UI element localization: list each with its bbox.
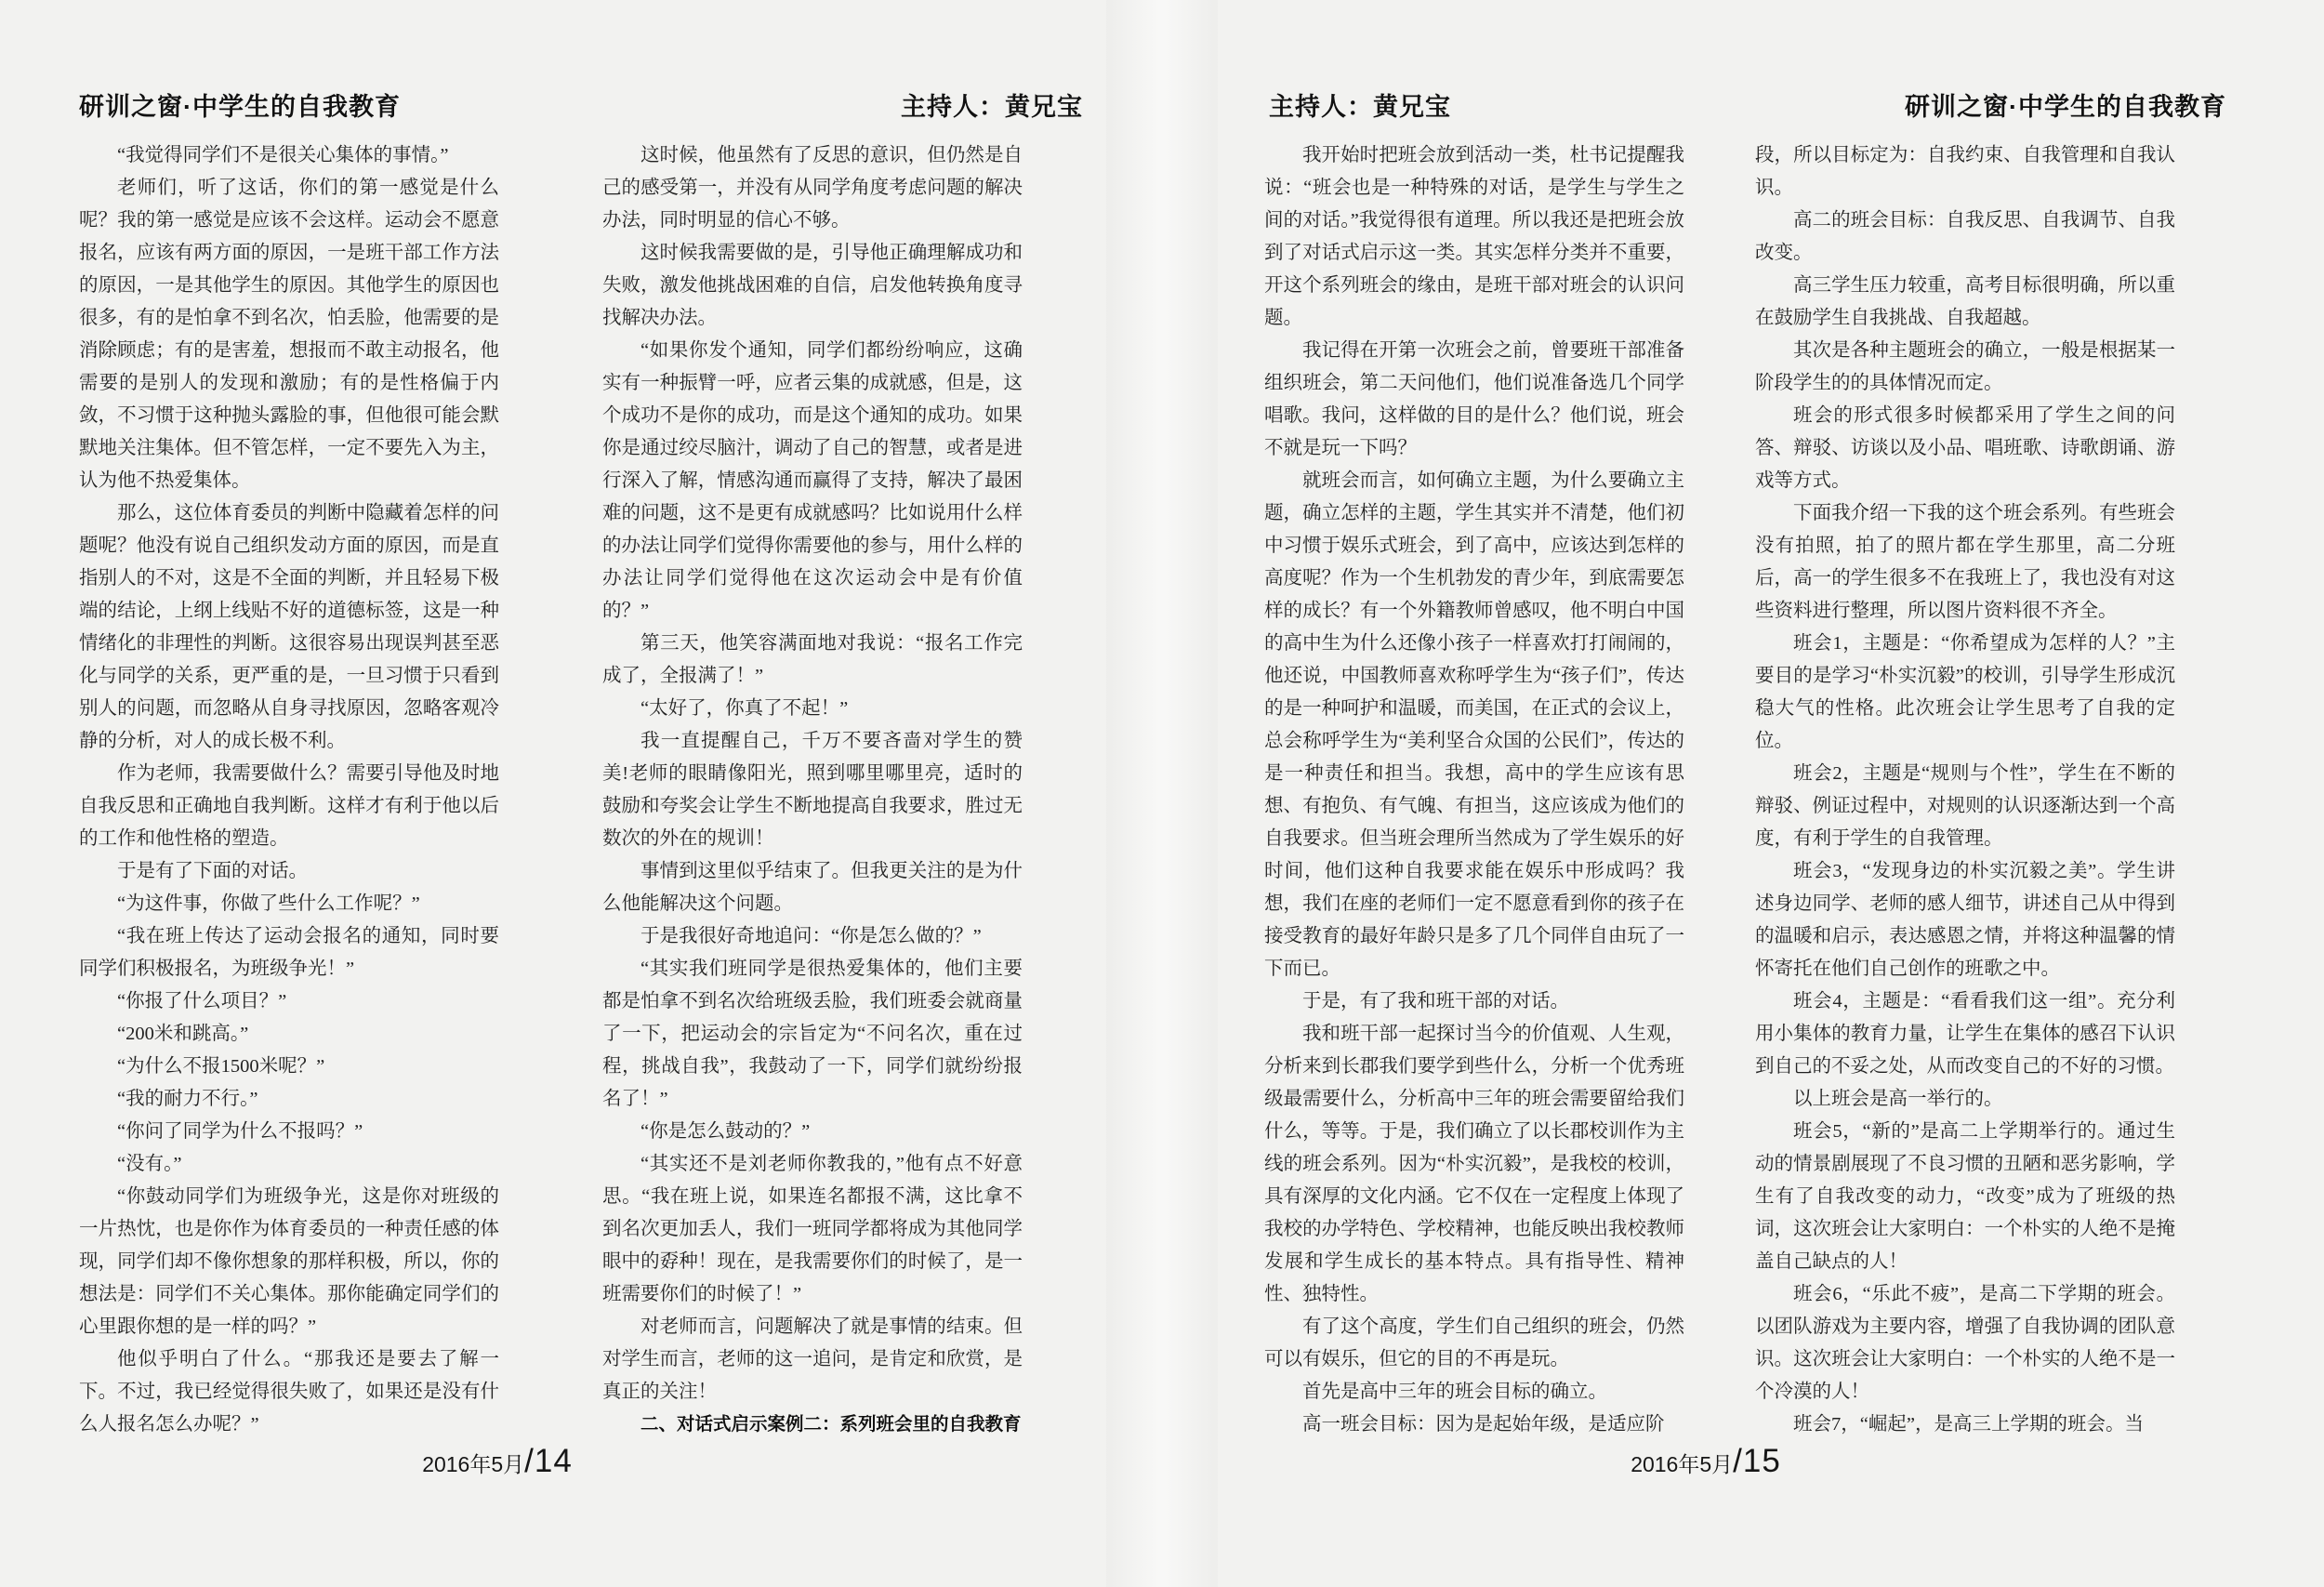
- page14-column-2: [602, 139, 1023, 1441]
- paragraph: 老师们，听了这话，你们的第一感觉是什么呢？我的第一感觉是应该不会这样。运动会不愿意报名，应该有两方面的原因，一是班干部工作方法的原因，一是其他学生的原因。其他学生的原因也很多，有的是怕拿不到名次，怕丢脸，他需要的是消除顾虑；有的是害羞，想报而不敢主动报名，他需要的是别人的发现和激励；有的是性格偏于内敛，不习惯于这种抛头露脸的事，但他很可能会默默地关注集体。但不管怎样，一定不要先入为主，认为他不热爱集体。: [79, 178, 499, 491]
- paragraph: “我觉得同学们不是很关心集体的事情。”: [117, 145, 449, 165]
- paragraph: 班会1，主题是：“你希望成为怎样的人？”主要目的是学习“朴实沉毅”的校训，引导学生形成沉稳大气的性格。此次班会让学生思考了自我的定位。: [1755, 633, 2175, 751]
- paragraph: 段，所以目标定为：自我约束、自我管理和自我认识。: [1755, 145, 2175, 198]
- paragraph: 其次是各种主题班会的确立，一般是根据某一阶段学生的的具体情况而定。: [1755, 340, 2175, 393]
- page14-column-1: [79, 139, 499, 1441]
- page15-footer: [1264, 1443, 2147, 1488]
- paragraph: 作为老师，我需要做什么？需要引导他及时地自我反思和正确地自我判断。这样才有利于他以后的工作和他性格的塑造。: [79, 763, 499, 849]
- paragraph: 这时候我需要做的是，引导他正确理解成功和失败，激发他挑战困难的自信，启发他转换角度寻找解决办法。: [602, 243, 1023, 328]
- paragraph: 事情到这里似乎结束了。但我更关注的是为什么他能解决这个问题。: [602, 861, 1023, 914]
- section-heading: 二、对话式启示案例二：系列班会里的自我教育: [640, 1414, 1022, 1435]
- page15-column-2: [1755, 139, 2175, 1441]
- host-label: 主持人：黄兄宝: [901, 93, 1083, 121]
- paragraph: “你是怎么鼓动的？”: [640, 1121, 811, 1142]
- paragraph: 首先是高中三年的班会目标的确立。: [1302, 1382, 1607, 1402]
- paragraph: “200米和跳高。”: [117, 1024, 249, 1044]
- paragraph: 以上班会是高一举行的。: [1793, 1089, 2003, 1109]
- paragraph: 下面我介绍一下我的这个班会系列。有些班会没有拍照，拍了的照片都在学生那里，高二分班后，高一的学生很多不在我班上了，我也没有对这些资料进行整理，所以图片资料很不齐全。: [1755, 503, 2175, 621]
- paragraph: 就班会而言，如何确立主题，为什么要确立主题，确立怎样的主题，学生其实并不清楚，他们初中习惯于娱乐式班会，到了高中，应该达到怎样的高度呢？作为一个生机勃发的青少年，到底需要怎样的成长？有一个外籍教师曾感叹，他不明白中国的高中生为什么还像小孩子一样喜欢打打闹闹的，他还说，中国教师喜欢称呼学生为“孩子们”，传达的是一种呵护和温暖，而美国，在正式的会议上，总会称呼学生为“美利坚合众国的公民们”，传达的是一种责任和担当。我想，高中的学生应该有思想、有抱负、有气魄、有担当，这应该成为他们的自我要求。但当班会理所当然成为了学生娱乐的好时间，他们这种自我要求能在娱乐中形成吗？我想，我们在座的老师们一定不愿意看到你的孩子在接受教育的最好年龄只是多了几个同伴自由玩了一下而已。: [1264, 470, 1684, 979]
- page-fold-gutter: [1106, 0, 1218, 1587]
- paragraph: 我一直提醒自己，千万不要吝啬对学生的赞美!老师的眼睛像阳光，照到哪里哪里亮，适时的鼓励和夸奖会让学生不断地提高自我要求，胜过无数次的外在的规训！: [602, 731, 1023, 849]
- paragraph: 于是有了下面的对话。: [117, 861, 308, 881]
- paragraph: “没有。”: [117, 1154, 182, 1174]
- page15-header: [1269, 89, 2226, 123]
- paragraph: 班会3，“发现身边的朴实沉毅之美”。学生讲述身边同学、老师的感人细节，讲述自己从中得到的温暖和启示，表达感恩之情，并将这种温馨的情怀寄托在他们自己创作的班歌之中。: [1755, 861, 2175, 979]
- paragraph: 我开始时把班会放到活动一类，杜书记提醒我说：“班会也是一种特殊的对话，是学生与学生之间的对话。”我觉得很有道理。所以我还是把班会放到了对话式启示这一类。其实怎样分类并不重要，开这个系列班会的缘由，是班干部对班会的认识问题。: [1264, 145, 1684, 328]
- paragraph: 这时候，他虽然有了反思的意识，但仍然是自己的感受第一，并没有从同学角度考虑问题的解决办法，同时明显的信心不够。: [602, 145, 1023, 231]
- paragraph: 班会5，“新的”是高二上学期举行的。通过生动的情景剧展现了不良习惯的丑陋和恶劣影响，学生有了自我改变的动力，“改变”成为了班级的热词，这次班会让大家明白：一个朴实的人绝不是掩盖自己缺点的人！: [1755, 1121, 2175, 1272]
- paragraph: “你问了同学为什么不报吗？”: [117, 1121, 363, 1142]
- page-number: /15: [1733, 1443, 1781, 1479]
- paragraph: 第三天，他笑容满面地对我说：“报名工作完成了，全报满了！”: [602, 633, 1023, 686]
- paragraph: 他似乎明白了什么。“那我还是要去了解一下。不过，我已经觉得很失败了，如果还是没有什么人报名怎么办呢？”: [79, 1349, 499, 1435]
- paragraph: 有了这个高度，学生们自己组织的班会，仍然可以有娱乐，但它的目的不再是玩。: [1264, 1316, 1684, 1369]
- paragraph: “其实还不是刘老师你教我的，”他有点不好意思。“我在班上说，如果连名都报不满，这比拿不到名次更加丢人，我们一班同学都将成为其他同学眼中的孬种！现在，是我需要你们的时候了，是一班需要你们的时候了！”: [602, 1154, 1023, 1304]
- paragraph: “如果你发个通知，同学们都纷纷响应，这确实有一种振臂一呼，应者云集的成就感，但是，这个成功不是你的成功，而是这个通知的成功。如果你是通过绞尽脑汁，调动了自己的智慧，或者是进行深入了解，情感沟通而赢得了支持，解决了最困难的问题，这不是更有成就感吗？比如说用什么样的办法让同学们觉得你需要他的参与，用什么样的办法让同学们觉得他在这次运动会中是有价值的？”: [602, 340, 1023, 621]
- paragraph: 班会4，主题是：“看看我们这一组”。充分利用小集体的教育力量，让学生在集体的感召下认识到自己的不妥之处，从而改变自己的不好的习惯。: [1755, 991, 2175, 1077]
- paragraph: “你鼓动同学们为班级争光，这是你对班级的一片热忱，也是你作为体育委员的一种责任感的体现，同学们却不像你想象的那样积极，所以，你的想法是：同学们不关心集体。那你能确定同学们的心里跟你想的是一样的吗？”: [79, 1186, 499, 1337]
- footer-date: 2016年5月: [1631, 1452, 1734, 1476]
- section-title: 研训之窗·中学生的自我教育: [79, 93, 401, 121]
- page14-header: [79, 89, 1083, 123]
- paragraph: “你报了什么项目？”: [117, 991, 287, 1012]
- paragraph: 于是，有了我和班干部的对话。: [1302, 991, 1569, 1012]
- paragraph: 班会6，“乐此不疲”，是高二下学期的班会。以团队游戏为主要内容，增强了自我协调的团队意识。这次班会让大家明白：一个朴实的人绝不是一个冷漠的人！: [1755, 1284, 2175, 1402]
- paragraph: “我在班上传达了运动会报名的通知，同时要同学们积极报名，为班级争光！”: [79, 926, 499, 979]
- paragraph: 我记得在开第一次班会之前，曾要班干部准备组织班会，第二天问他们，他们说准备选几个同学唱歌。我问，这样做的目的是什么？他们说，班会不就是玩一下吗？: [1264, 340, 1684, 458]
- paragraph: 班会2，主题是“规则与个性”，学生在不断的辩驳、例证过程中，对规则的认识逐渐达到一个高度，有利于学生的自我管理。: [1755, 763, 2175, 849]
- paragraph: “太好了，你真了不起！”: [640, 698, 849, 719]
- paragraph: 对老师而言，问题解决了就是事情的结束。但对学生而言，老师的这一追问，是肯定和欣赏，是真正的关注！: [602, 1316, 1023, 1402]
- paragraph: 那么，这位体育委员的判断中隐藏着怎样的问题呢？他没有说自己组织发动方面的原因，而是直指别人的不对，这是不全面的判断，并且轻易下极端的结论，上纲上线贴不好的道德标签，这是一种情绪化的非理性的判断。这很容易出现误判甚至恶化与同学的关系，更严重的是，一旦习惯于只看到别人的问题，而忽略从自身寻找原因，忽略客观冷静的分析，对人的成长极不利。: [79, 503, 499, 751]
- paragraph: 高一班会目标：因为是起始年级，是适应阶: [1302, 1414, 1665, 1435]
- paragraph: “为这件事，你做了些什么工作呢？”: [117, 893, 420, 914]
- page15-column-1: [1264, 139, 1684, 1441]
- footer-date: 2016年5月: [422, 1452, 525, 1476]
- paragraph: “为什么不报1500米呢？”: [117, 1056, 325, 1077]
- paragraph: “其实我们班同学是很热爱集体的，他们主要都是怕拿不到名次给班级丢脸，我们班委会就商量了一下，把运动会的宗旨定为“不问名次，重在过程，挑战自我”，我鼓动了一下，同学们就纷纷报名了！”: [602, 959, 1023, 1109]
- paragraph: “我的耐力不行。”: [117, 1089, 258, 1109]
- paragraph: 高三学生压力较重，高考目标很明确，所以重在鼓励学生自我挑战、自我超越。: [1755, 275, 2175, 328]
- paragraph: 班会7，“崛起”，是高三上学期的班会。当: [1793, 1414, 2144, 1435]
- section-title: 研训之窗·中学生的自我教育: [1905, 93, 2226, 121]
- paragraph: 高二的班会目标：自我反思、自我调节、自我改变。: [1755, 210, 2175, 263]
- page14-footer: [79, 1443, 916, 1488]
- paragraph: 我和班干部一起探讨当今的价值观、人生观，分析来到长郡我们要学到些什么，分析一个优秀班级最需要什么，分析高中三年的班会需要留给我们什么，等等。于是，我们确立了以长郡校训作为主线的班会系列。因为“朴实沉毅”，是我校的校训，具有深厚的文化内涵。它不仅在一定程度上体现了我校的办学特色、学校精神，也能反映出我校教师发展和学生成长的基本特点。具有指导性、精神性、独特性。: [1264, 1024, 1684, 1304]
- paragraph: 于是我很好奇地追问：“你是怎么做的？”: [640, 926, 982, 946]
- paragraph: 班会的形式很多时候都采用了学生之间的问答、辩驳、访谈以及小品、唱班歌、诗歌朗诵、游戏等方式。: [1755, 405, 2175, 491]
- page-number: /14: [524, 1443, 573, 1479]
- host-label: 主持人：黄兄宝: [1269, 93, 1451, 121]
